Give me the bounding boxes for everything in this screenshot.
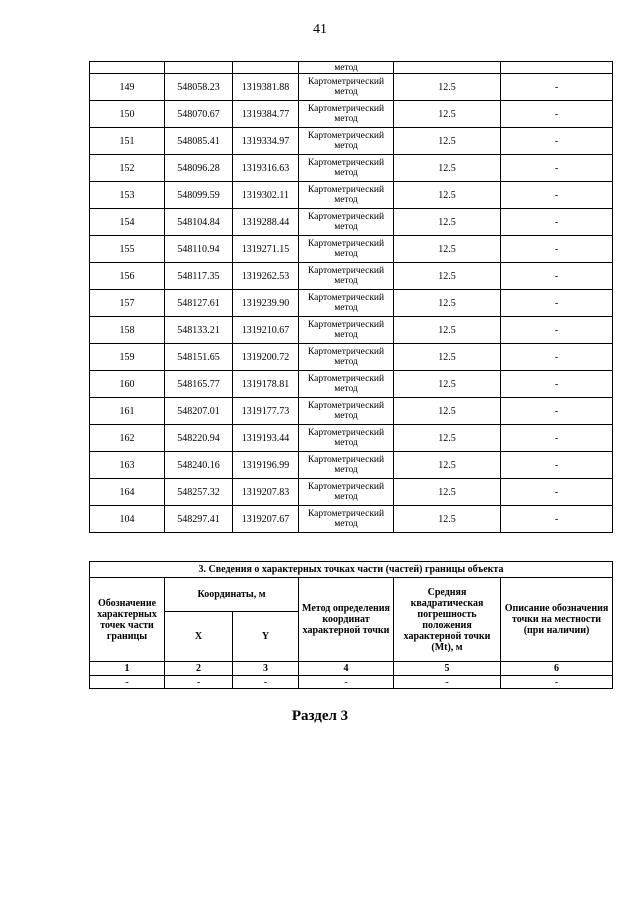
point-number-cell: 104	[90, 506, 165, 533]
method-line: метод	[334, 465, 358, 475]
method-cell	[299, 398, 394, 425]
method-line: метод	[334, 303, 358, 313]
mt-cell: 12.5	[394, 425, 501, 452]
table-row	[90, 317, 613, 344]
method-cell	[299, 101, 394, 128]
y-cell: 1319177.73	[233, 398, 299, 425]
x-cell: 548117.35	[165, 263, 233, 290]
description-cell: -	[501, 263, 613, 290]
table-row	[90, 182, 613, 209]
method-line: метод	[334, 276, 358, 286]
point-number-cell: 157	[90, 290, 165, 317]
point-number-cell: 164	[90, 479, 165, 506]
method-line: метод	[334, 384, 358, 394]
y-cell: 1319384.77	[233, 101, 299, 128]
table-row	[90, 263, 613, 290]
mt-cell: 12.5	[394, 344, 501, 371]
point-number-cell: 156	[90, 263, 165, 290]
method-cell	[299, 182, 394, 209]
table-row	[90, 236, 613, 263]
method-cell	[299, 74, 394, 101]
method-line: метод	[334, 330, 358, 340]
description-cell: -	[501, 371, 613, 398]
section-heading: Раздел 3	[291, 708, 349, 724]
description-cell: -	[501, 182, 613, 209]
y-cell: 1319207.67	[233, 506, 299, 533]
y-cell: 1319210.67	[233, 317, 299, 344]
method-line: Картометрический	[307, 131, 385, 141]
y-cell: 1319262.53	[233, 263, 299, 290]
mt-cell: 12.5	[394, 155, 501, 182]
mt-cell: 12.5	[394, 290, 501, 317]
point-number-cell: 163	[90, 452, 165, 479]
column-number: 3	[233, 662, 299, 676]
method-line: метод	[334, 87, 358, 97]
table-row	[90, 101, 613, 128]
method-line: метод	[334, 411, 358, 421]
x-cell: 548085.41	[165, 128, 233, 155]
dash-cell: -	[233, 676, 299, 689]
section3-table	[89, 561, 613, 689]
point-number-cell: 158	[90, 317, 165, 344]
header-method: Метод определения координат характерной точки	[299, 578, 394, 662]
column-number: 5	[394, 662, 501, 676]
method-line: Картометрический	[307, 455, 385, 465]
x-cell: 548058.23	[165, 74, 233, 101]
y-cell: 1319381.88	[233, 74, 299, 101]
y-cell: 1319334.97	[233, 128, 299, 155]
y-cell: 1319288.44	[233, 209, 299, 236]
method-line: метод	[334, 438, 358, 448]
x-cell: 548110.94	[165, 236, 233, 263]
mt-cell: 12.5	[394, 182, 501, 209]
mt-cell: 12.5	[394, 479, 501, 506]
method-line: метод	[334, 222, 358, 232]
header-description: Описание обозначения точки на местности (при наличии)	[501, 578, 613, 662]
point-number-cell: 161	[90, 398, 165, 425]
method-line: метод	[334, 195, 358, 205]
y-cell: 1319178.81	[233, 371, 299, 398]
y-cell: 1319200.72	[233, 344, 299, 371]
point-number-cell: 159	[90, 344, 165, 371]
table-row	[90, 74, 613, 101]
dash-cell: -	[394, 676, 501, 689]
table-row	[90, 344, 613, 371]
column-number: 6	[501, 662, 613, 676]
y-cell: 1319196.99	[233, 452, 299, 479]
y-cell: 1319316.63	[233, 155, 299, 182]
coordinates-table	[89, 61, 613, 533]
point-number-cell: 149	[90, 74, 165, 101]
point-number-cell: 150	[90, 101, 165, 128]
description-cell: -	[501, 128, 613, 155]
point-number-cell: 151	[90, 128, 165, 155]
mt-cell: 12.5	[394, 317, 501, 344]
description-cell: -	[501, 290, 613, 317]
method-line: Картометрический	[307, 428, 385, 438]
description-cell: -	[501, 74, 613, 101]
column-numbers-row	[90, 662, 613, 676]
table-row	[90, 209, 613, 236]
description-cell: -	[501, 344, 613, 371]
x-cell: 548151.65	[165, 344, 233, 371]
method-cell	[299, 452, 394, 479]
dash-cell: -	[299, 676, 394, 689]
method-cell	[299, 209, 394, 236]
method-cell	[299, 425, 394, 452]
x-cell: 548099.59	[165, 182, 233, 209]
method-line: метод	[334, 357, 358, 367]
section3-title: 3. Сведения о характерных точках части (частей) границы объекта	[90, 562, 613, 578]
mt-cell: 12.5	[394, 236, 501, 263]
method-cell	[299, 344, 394, 371]
description-cell: -	[501, 317, 613, 344]
column-number: 1	[90, 662, 165, 676]
y-cell: 1319271.15	[233, 236, 299, 263]
method-line: Картометрический	[307, 293, 385, 303]
method-line: Картометрический	[307, 77, 385, 87]
method-line: Картометрический	[307, 347, 385, 357]
point-number-cell: 155	[90, 236, 165, 263]
header-mt: Средняя квадратическая погрешность положения характерной точки (Mt), м	[394, 578, 501, 662]
x-cell: 548096.28	[165, 155, 233, 182]
method-cell: метод	[299, 62, 394, 74]
description-cell: -	[501, 506, 613, 533]
method-line: Картометрический	[307, 104, 385, 114]
table-row	[90, 290, 613, 317]
dash-cell: -	[165, 676, 233, 689]
x-cell: 548207.01	[165, 398, 233, 425]
table-row	[90, 371, 613, 398]
x-cell: 548133.21	[165, 317, 233, 344]
point-number-cell: 152	[90, 155, 165, 182]
mt-cell: 12.5	[394, 101, 501, 128]
method-line: метод	[334, 141, 358, 151]
dash-cell: -	[90, 676, 165, 689]
method-cell	[299, 290, 394, 317]
method-line: Картометрический	[307, 239, 385, 249]
method-line: метод	[334, 114, 358, 124]
x-cell: 548127.61	[165, 290, 233, 317]
table-row	[90, 506, 613, 533]
method-line: Картометрический	[307, 374, 385, 384]
table-row-continuation	[90, 62, 613, 74]
mt-cell: 12.5	[394, 371, 501, 398]
method-cell	[299, 128, 394, 155]
column-number: 4	[299, 662, 394, 676]
method-line: Картометрический	[307, 158, 385, 168]
description-cell: -	[501, 398, 613, 425]
column-number: 2	[165, 662, 233, 676]
table-row	[90, 452, 613, 479]
description-cell: -	[501, 479, 613, 506]
method-line: Картометрический	[307, 212, 385, 222]
y-cell: 1319302.11	[233, 182, 299, 209]
method-cell	[299, 479, 394, 506]
header-y: Y	[233, 612, 299, 662]
mt-cell: 12.5	[394, 452, 501, 479]
x-cell: 548104.84	[165, 209, 233, 236]
page-number: 41	[313, 22, 327, 37]
table-row	[90, 398, 613, 425]
x-cell: 548257.32	[165, 479, 233, 506]
x-cell: 548240.16	[165, 452, 233, 479]
description-cell: -	[501, 209, 613, 236]
mt-cell: 12.5	[394, 74, 501, 101]
table-row	[90, 425, 613, 452]
method-line: метод	[334, 168, 358, 178]
method-cell	[299, 371, 394, 398]
mt-cell: 12.5	[394, 209, 501, 236]
method-cell	[299, 155, 394, 182]
mt-cell: 12.5	[394, 263, 501, 290]
dash-cell: -	[501, 676, 613, 689]
point-number-cell: 162	[90, 425, 165, 452]
description-cell: -	[501, 101, 613, 128]
mt-cell: 12.5	[394, 506, 501, 533]
table-row	[90, 128, 613, 155]
method-line: метод	[334, 249, 358, 259]
description-cell: -	[501, 425, 613, 452]
method-line: Картометрический	[307, 482, 385, 492]
x-cell: 548165.77	[165, 371, 233, 398]
method-cell	[299, 263, 394, 290]
method-line: Картометрический	[307, 509, 385, 519]
description-cell: -	[501, 452, 613, 479]
empty-data-row	[90, 676, 613, 689]
y-cell: 1319239.90	[233, 290, 299, 317]
point-number-cell: 160	[90, 371, 165, 398]
y-cell: 1319207.83	[233, 479, 299, 506]
point-number-cell: 153	[90, 182, 165, 209]
table-row	[90, 479, 613, 506]
method-line: Картометрический	[307, 320, 385, 330]
header-coordinates: Координаты, м	[165, 578, 299, 612]
method-line: метод	[334, 492, 358, 502]
mt-cell: 12.5	[394, 128, 501, 155]
description-cell: -	[501, 236, 613, 263]
x-cell: 548297.41	[165, 506, 233, 533]
x-cell: 548070.67	[165, 101, 233, 128]
y-cell: 1319193.44	[233, 425, 299, 452]
table-row	[90, 155, 613, 182]
method-line: Картометрический	[307, 266, 385, 276]
method-cell	[299, 317, 394, 344]
method-cell	[299, 506, 394, 533]
header-x: X	[165, 612, 233, 662]
method-line: Картометрический	[307, 185, 385, 195]
method-line: метод	[334, 519, 358, 529]
mt-cell: 12.5	[394, 398, 501, 425]
x-cell: 548220.94	[165, 425, 233, 452]
method-cell	[299, 236, 394, 263]
header-designation: Обозначение характерных точек части границы	[90, 578, 165, 662]
point-number-cell: 154	[90, 209, 165, 236]
description-cell: -	[501, 155, 613, 182]
method-line: Картометрический	[307, 401, 385, 411]
